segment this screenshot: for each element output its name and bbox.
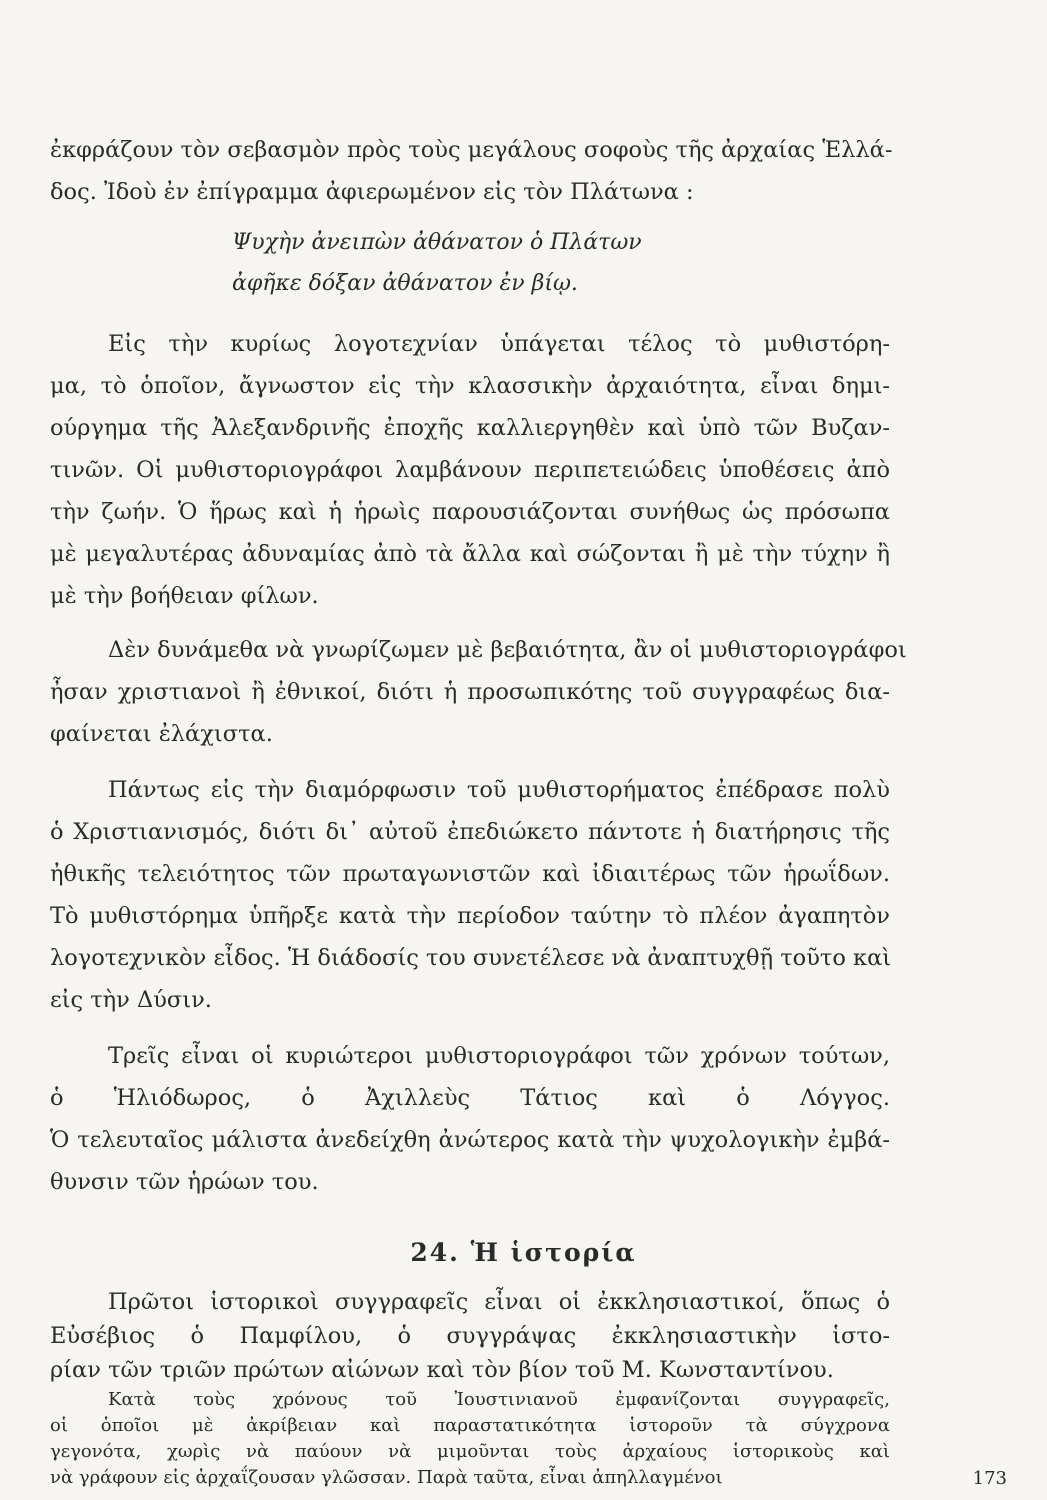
text-line: Κατὰ τοὺς χρόνους τοῦ Ἰουστινιανοῦ ἐμφανίζονται συγγραφεῖς, (108, 1389, 890, 1410)
text-line: γεγονότα, χωρὶς νὰ παύουν νὰ μιμοῦνται τοὺς ἀρχαίους ἱστορικοὺς καὶ (50, 1441, 890, 1462)
page-number: 173 (972, 1468, 1007, 1489)
text-line: θυνσιν τῶν ἡρώων του. (50, 1169, 319, 1195)
text-line: Τρεῖς εἶναι οἱ κυριώτεροι μυθιστοριογράφοι τῶν χρόνων τούτων, (108, 1043, 890, 1069)
text-line: ἠθικῆς τελειότητος τῶν πρωταγωνιστῶν καὶ ἰδιαιτέρως τῶν ἡρωΐδων. (50, 861, 890, 887)
text-line: λογοτεχνικὸν εἶδος. Ἡ διάδοσίς του συνετέλεσε νὰ ἀναπτυχθῇ τοῦτο καὶ (50, 945, 892, 971)
text-line: ούργημα τῆς Ἀλεξανδρινῆς ἐποχῆς καλλιεργηθὲν καὶ ὑπὸ τῶν Βυζαν- (50, 415, 890, 441)
text-line: νὰ γράφουν εἰς ἀρχαΐζουσαν γλῶσσαν. Παρὰ ταῦτα, εἶναι ἀπηλλαγμένοι (50, 1467, 723, 1488)
text-line: ρίαν τῶν τριῶν πρώτων αἰώνων καὶ τὸν βίον τοῦ Μ. Κωνσταντίνου. (50, 1357, 834, 1383)
epigram-line: Ψυχὴν ἀνειπὼν ἀθάνατον ὁ Πλάτων (232, 230, 642, 255)
text-line: εἰς τὴν Δύσιν. (50, 987, 212, 1013)
text-line: τὴν ζωήν. Ὁ ἥρως καὶ ἡ ἡρωὶς παρουσιάζονται συνήθως ὡς πρόσωπα (50, 499, 890, 525)
text-line: Δὲν δυνάμεθα νὰ γνωρίζωμεν μὲ βεβαιότητα, ἂν οἱ μυθιστοριογράφοι (108, 637, 907, 663)
text-line: δος. Ἰδοὺ ἐν ἐπίγραμμα ἀφιερωμένον εἰς τὸν Πλάτωνα : (50, 179, 694, 205)
text-line: μα, τὸ ὁποῖον, ἄγνωστον εἰς τὴν κλασσικὴν ἀρχαιότητα, εἶναι δημι- (50, 373, 890, 399)
text-line: ἐκφράζουν τὸν σεβασμὸν πρὸς τοὺς μεγάλους σοφοὺς τῆς ἀρχαίας Ἑλλά- (50, 137, 893, 163)
text-line: οἱ ὁποῖοι μὲ ἀκρίβειαν καὶ παραστατικότητα ἱστοροῦν τὰ σύγχρονα (50, 1415, 890, 1436)
text-line: ὁ Ἡλιόδωρος, ὁ Ἀχιλλεὺς Τάτιος καὶ ὁ Λόγγος. (50, 1085, 890, 1111)
text-line: μὲ μεγαλυτέρας ἀδυναμίας ἀπὸ τὰ ἄλλα καὶ σώζονται ἢ μὲ τὴν τύχην ἢ (50, 541, 890, 567)
text-line: Εὐσέβιος ὁ Παμφίλου, ὁ συγγράψας ἐκκλησιαστικὴν ἱστο- (50, 1323, 890, 1349)
section-heading: 24. Ἡ ἱστορία (410, 1238, 637, 1267)
text-line: Πρῶτοι ἱστορικοὶ συγγραφεῖς εἶναι οἱ ἐκκλησιαστικοί, ὅπως ὁ (108, 1289, 890, 1315)
text-line: Ὁ τελευταῖος μάλιστα ἀνεδείχθη ἀνώτερος κατὰ τὴν ψυχολογικὴν ἐμβά- (50, 1127, 890, 1153)
text-line: μὲ τὴν βοήθειαν φίλων. (50, 583, 319, 609)
text-line: Πάντως εἰς τὴν διαμόρφωσιν τοῦ μυθιστορήματος ἐπέδρασε πολὺ (108, 777, 890, 803)
text-line: ὁ Χριστιανισμός, διότι δι᾽ αὐτοῦ ἐπεδιώκετο πάντοτε ἡ διατήρησις τῆς (50, 819, 890, 845)
text-line: Εἰς τὴν κυρίως λογοτεχνίαν ὑπάγεται τέλος τὸ μυθιστόρη- (108, 331, 890, 357)
text-line: Τὸ μυθιστόρημα ὑπῆρξε κατὰ τὴν περίοδον ταύτην τὸ πλέον ἀγαπητὸν (50, 903, 890, 929)
text-line: τινῶν. Οἱ μυθιστοριογράφοι λαμβάνουν περιπετειώδεις ὑποθέσεις ἀπὸ (50, 457, 890, 483)
epigram-line: ἀφῆκε δόξαν ἀθάνατον ἐν βίῳ. (232, 271, 578, 296)
text-line: φαίνεται ἐλάχιστα. (50, 721, 273, 747)
text-line: ἦσαν χριστιανοὶ ἢ ἐθνικοί, διότι ἡ προσωπικότης τοῦ συγγραφέως δια- (50, 679, 890, 705)
